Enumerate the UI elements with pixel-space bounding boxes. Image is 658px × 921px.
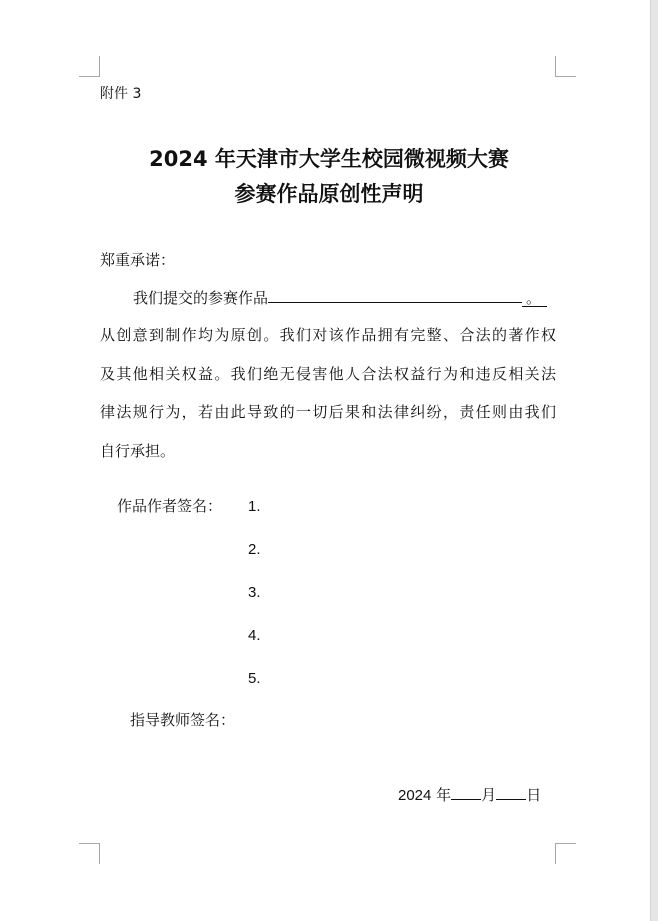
pledge-line: 从创意到制作均为原创。我们对该作品拥有完整、合法的著作权 (100, 326, 556, 344)
pledge-line: 自行承担。 (100, 441, 176, 460)
month-blank[interactable] (451, 783, 481, 800)
pledge-line: 律法规行为，若由此导致的一切后果和法律纠纷，责任则由我们 (100, 403, 556, 421)
pledge-first-line (100, 286, 552, 309)
pledge-period: 。 (522, 287, 547, 307)
teacher-signature-label: 指导教师签名： (130, 711, 236, 729)
pledge-line: 及其他相关权益。我们绝无侵害他人合法权益行为和违反相关法 (100, 364, 556, 383)
date-year: 2024 (398, 787, 432, 804)
signing-date (398, 783, 541, 807)
author-signature-slot-3[interactable]: 3. (248, 584, 261, 601)
date-year-unit: 年 (436, 786, 452, 804)
author-signature-slot-2[interactable]: 2. (248, 541, 261, 558)
pledge-paragraph (100, 316, 556, 470)
margin-mark-bottom-left (79, 843, 100, 864)
entry-title-blank[interactable] (268, 286, 522, 303)
author-signature-slot-1[interactable]: 1. (248, 498, 261, 515)
document-title-line2: 参赛作品原创性声明 (234, 182, 424, 206)
window-scrollbar-edge[interactable] (650, 0, 658, 921)
pledge-prefix: 我们提交的参赛作品 (133, 289, 269, 307)
margin-mark-top-right (555, 56, 576, 77)
author-signature-slot-4[interactable]: 4. (248, 627, 261, 644)
date-month-unit: 月 (481, 786, 497, 804)
margin-mark-top-left (79, 56, 100, 77)
margin-mark-bottom-right (555, 843, 576, 864)
authors-signature-label: 作品作者签名： (117, 497, 223, 515)
attachment-label: 附件 3 (100, 86, 142, 102)
document-title-line1: 2024 年天津市大学生校园微视频大赛 (149, 147, 509, 171)
day-blank[interactable] (496, 783, 526, 800)
date-day-unit: 日 (526, 786, 542, 804)
author-signature-slot-5[interactable]: 5. (248, 670, 261, 687)
salutation: 郑重承诺： (100, 251, 176, 269)
